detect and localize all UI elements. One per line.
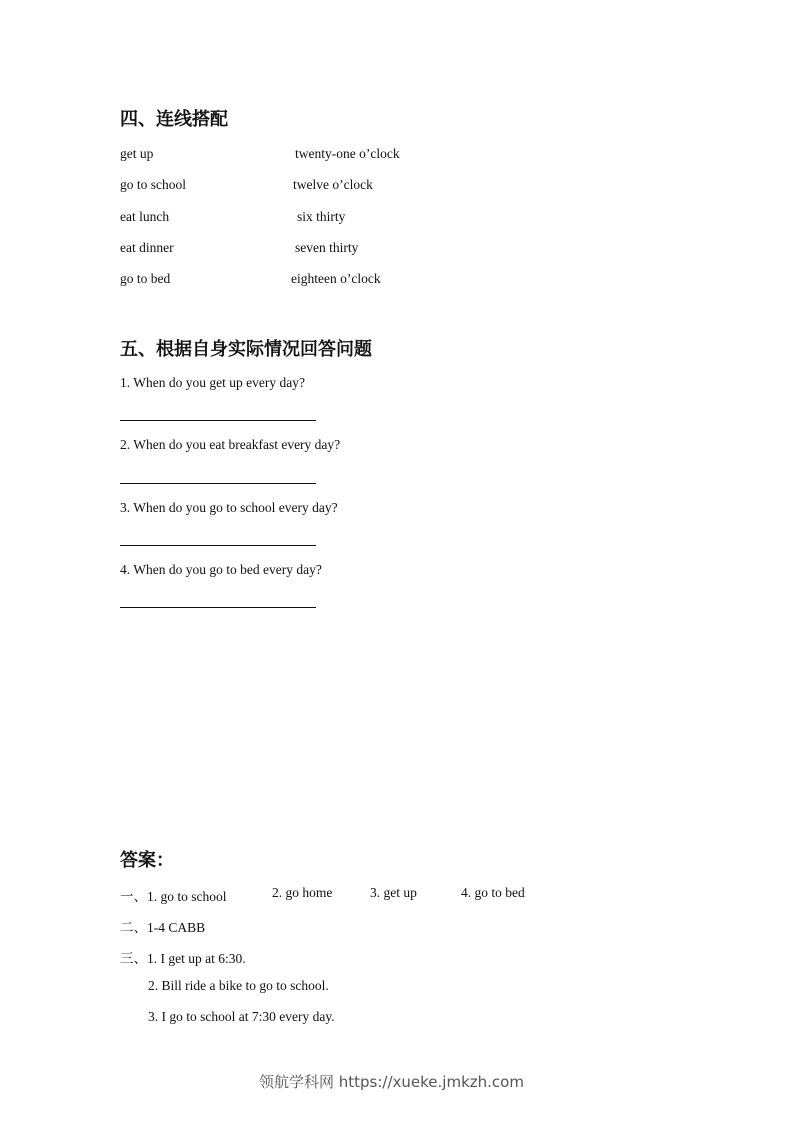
answer-2: 二、1-4 CABB bbox=[120, 920, 206, 935]
section5-title: 五、根据自身实际情况回答问题 bbox=[120, 339, 372, 360]
match-left-3: eat lunch bbox=[120, 209, 170, 224]
answer-line-3 bbox=[120, 545, 316, 546]
match-right-4: seven thirty bbox=[295, 240, 359, 255]
match-left-5: go to bed bbox=[120, 271, 171, 286]
match-right-1: twenty-one o’clock bbox=[295, 146, 400, 161]
answer-1-2: 2. go home bbox=[272, 885, 333, 900]
section4-title: 四、连线搭配 bbox=[120, 109, 228, 130]
answers-title: 答案： bbox=[120, 850, 174, 871]
answer-line-1 bbox=[120, 420, 316, 421]
match-left-1: get up bbox=[120, 146, 154, 161]
question-1: 1. When do you get up every day? bbox=[120, 375, 305, 390]
answer-line-2 bbox=[120, 483, 316, 484]
match-right-5: eighteen o’clock bbox=[291, 271, 381, 286]
question-3: 3. When do you go to school every day? bbox=[120, 500, 338, 515]
match-right-2: twelve o’clock bbox=[293, 177, 373, 192]
question-2: 2. When do you eat breakfast every day? bbox=[120, 437, 341, 452]
answer-1-1: 一、1. go to school bbox=[120, 889, 227, 904]
answer-1-3: 3. get up bbox=[370, 885, 417, 900]
answer-3-3: 3. I go to school at 7:30 every day. bbox=[148, 1009, 335, 1024]
answer-line-4 bbox=[120, 607, 316, 608]
question-4: 4. When do you go to bed every day? bbox=[120, 562, 322, 577]
match-right-3: six thirty bbox=[297, 209, 346, 224]
footer-watermark: 领航学科网 https://xueke.jmkzh.com bbox=[259, 1073, 524, 1091]
answer-3-1: 三、1. I get up at 6:30. bbox=[120, 951, 246, 966]
answer-3-2: 2. Bill ride a bike to go to school. bbox=[148, 978, 329, 993]
match-left-4: eat dinner bbox=[120, 240, 174, 255]
answer-1-4: 4. go to bed bbox=[461, 885, 525, 900]
match-left-2: go to school bbox=[120, 177, 186, 192]
